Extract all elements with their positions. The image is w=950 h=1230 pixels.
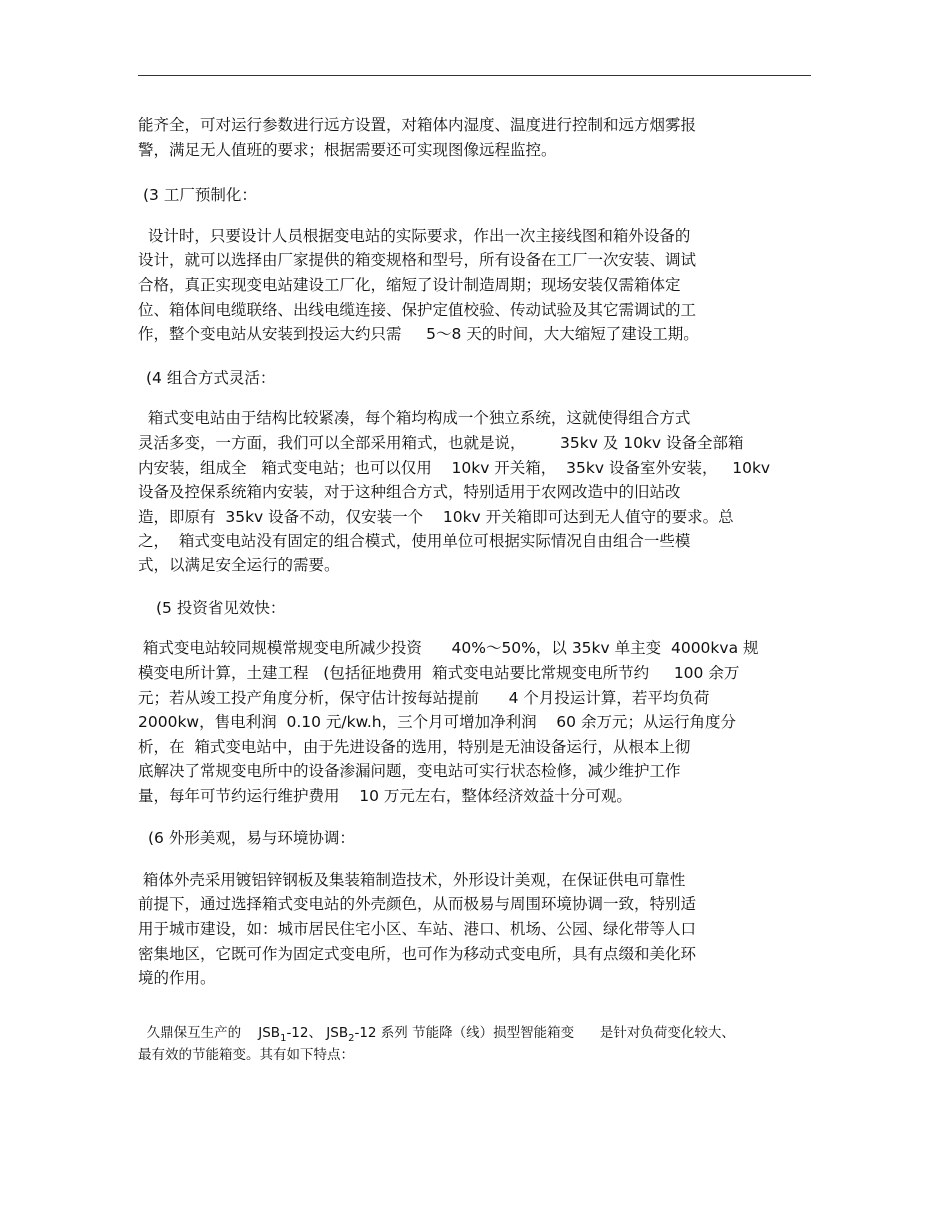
text-line: 箱式变电站较同规模常规变电所减少投资 40%～50%，以 35kv 单主变 4000kva 规 bbox=[138, 639, 759, 657]
text-line: 式，以满足安全运行的需要。 bbox=[138, 556, 340, 574]
heading-6: (6 外形美观，易与环境协调： bbox=[148, 829, 355, 847]
text-line: 模变电所计算，土建工程 (包括征地费用 箱式变电站要比常规变电所节约 100 余万 bbox=[138, 664, 740, 682]
text-line: 境的作用。 bbox=[138, 969, 216, 987]
text-run: -12、 JSB bbox=[286, 1025, 349, 1041]
subscript: 1 bbox=[280, 1033, 287, 1044]
header-rule bbox=[138, 75, 811, 76]
text-line: 设计，就可以选择由厂家提供的箱变规格和型号，所有设备在工厂一次安装、调试 bbox=[138, 251, 697, 269]
text-line: 箱式变电站由于结构比较紧凑，每个箱均构成一个独立系统，这就使得组合方式 bbox=[138, 409, 691, 427]
text-line: 警，满足无人值班的要求；根据需要还可实现图像远程监控。 bbox=[138, 141, 557, 159]
subscript: 2 bbox=[348, 1033, 355, 1044]
text-line: 合格，真正实现变电站建设工厂化，缩短了设计制造周期；现场安装仅需箱体定 bbox=[138, 276, 681, 294]
text-line: 之， 箱式变电站没有固定的组合模式，使用单位可根据实际情况自由组合一些模 bbox=[138, 532, 691, 550]
text-line: 位、箱体间电缆联络、出线电缆连接、保护定值校验、传动试验及其它需调试的工 bbox=[138, 301, 697, 319]
text-line: 箱体外壳采用镀铝锌钢板及集装箱制造技术，外形设计美观，在保证供电可靠性 bbox=[138, 871, 686, 889]
text-line: 底解决了常规变电所中的设备渗漏问题，变电站可实行状态检修，减少维护工作 bbox=[138, 762, 681, 780]
text-line: 设计时，只要设计人员根据变电站的实际要求，作出一次主接线图和箱外设备的 bbox=[138, 227, 691, 245]
text-line: 析，在 箱式变电站中，由于先进设备的选用，特别是无油设备运行，从根本上彻 bbox=[138, 738, 691, 756]
text-line: 密集地区，它既可作为固定式变电所，也可作为移动式变电所，具有点缀和美化环 bbox=[138, 945, 697, 963]
text-run: -12 系列 节能降（线）损型智能箱变 是针对负荷变化较大、 bbox=[354, 1025, 735, 1041]
text-line: 量，每年可节约运行维护费用 10 万元左右，整体经济效益十分可观。 bbox=[138, 787, 632, 805]
text-line: 内安装，组成全 箱式变电站；也可以仅用 10kv 开关箱， 35kv 设备室外安装， 10kv bbox=[138, 459, 771, 477]
text-line: 能齐全，可对运行参数进行远方设置，对箱体内湿度、温度进行控制和远方烟雾报 bbox=[138, 116, 697, 134]
text-line: 前提下，通过选择箱式变电站的外壳颜色，从而极易与周围环境协调一致，特别适 bbox=[138, 895, 697, 913]
heading-3: (3 工厂预制化： bbox=[143, 186, 257, 204]
text-line: 作，整个变电站从安装到投运大约只需 5～8 天的时间，大大缩短了建设工期。 bbox=[138, 325, 699, 343]
text-line: 造，即原有 35kv 设备不动，仅安装一个 10kv 开关箱即可达到无人值守的要求。总 bbox=[138, 508, 734, 526]
text-line: 2000kw，售电利润 0.10 元/kw.h，三个月可增加净利润 60 余万元；从运行角度分 bbox=[138, 713, 736, 731]
text-run: 久鼎保互生产的 JSB bbox=[138, 1025, 281, 1041]
text-line: 最有效的节能箱变。其有如下特点： bbox=[138, 1047, 354, 1063]
heading-4: (4 组合方式灵活： bbox=[146, 369, 276, 387]
text-line bbox=[138, 1024, 735, 1048]
text-line: 用于城市建设，如：城市居民住宅小区、车站、港口、机场、公园、绿化带等人口 bbox=[138, 920, 697, 938]
text-line: 设备及控保系统箱内安装，对于这种组合方式，特别适用于农网改造中的旧站改 bbox=[138, 483, 681, 501]
text-line: 元；若从竣工投产角度分析，保守估计按每站提前 4 个月投运计算，若平均负荷 bbox=[138, 689, 710, 707]
text-line: 灵活多变，一方面，我们可以全部采用箱式，也就是说， 35kv 及 10kv 设备全部箱 bbox=[138, 434, 744, 452]
heading-5: (5 投资省见效快： bbox=[156, 599, 286, 617]
